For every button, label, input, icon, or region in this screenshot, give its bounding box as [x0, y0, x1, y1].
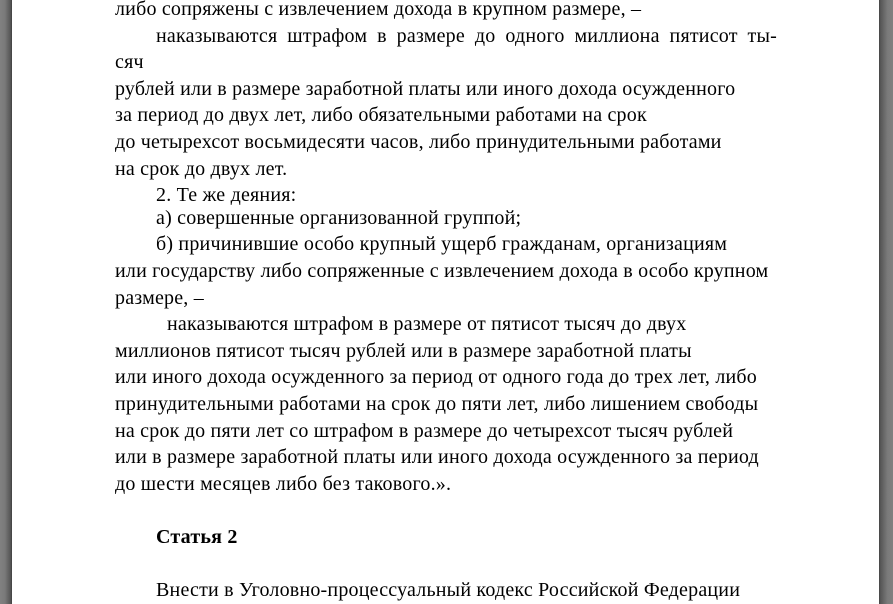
blank-line — [115, 550, 777, 577]
text-line: либо сопряжены с извлечением дохода в крупном размере, – — [115, 0, 642, 20]
text-line: б) причинившие особо крупный ущерб гражданам, организациям — [156, 233, 728, 256]
document-text — [115, 0, 777, 604]
text-line: миллионов пятисот тысяч рублей или в размере заработной платы — [115, 339, 692, 362]
left-gutter-shadow — [0, 0, 12, 604]
text-line: наказываются штрафом в размере от пятисот тысяч до двух — [167, 313, 687, 336]
document-page — [12, 0, 879, 604]
text-line: до четырехсот восьмидесяти часов, либо принудительными работами — [115, 130, 722, 153]
text-line: наказываются штрафом в размере до одного миллиона пятисот ты- — [156, 24, 777, 47]
text-line: или в размере заработной платы или иного дохода осужденного за период — [115, 446, 759, 469]
text-line: сяч — [115, 51, 144, 74]
right-gutter-shadow — [879, 0, 893, 604]
text-line: до шести месяцев либо без такового.». — [115, 472, 452, 495]
article-2-heading: Статья 2 — [156, 525, 238, 548]
blank-line — [115, 497, 777, 524]
text-line: или государству либо сопряженные с извлечением дохода в особо крупном — [115, 259, 769, 282]
text-line: размере, – — [115, 286, 204, 309]
text-line: или иного дохода осужденного за период от одного года до трех лет, либо — [115, 366, 757, 389]
text-line: 2. Те же деяния: — [156, 184, 297, 207]
text-line: на срок до двух лет. — [115, 157, 288, 180]
text-line: рублей или в размере заработной платы или иного дохода осужденного — [115, 77, 736, 100]
text-line: на срок до пяти лет со штрафом в размере до четырехсот тысяч рублей — [115, 419, 734, 442]
text-line: за период до двух лет, либо обязательными работами на срок — [115, 104, 647, 127]
text-line: Внести в Уголовно-процессуальный кодекс Российской Федерации — [156, 579, 741, 602]
text-line: а) совершенные организованной группой; — [156, 206, 522, 229]
text-line: принудительными работами на срок до пяти лет, либо лишением свободы — [115, 392, 759, 415]
